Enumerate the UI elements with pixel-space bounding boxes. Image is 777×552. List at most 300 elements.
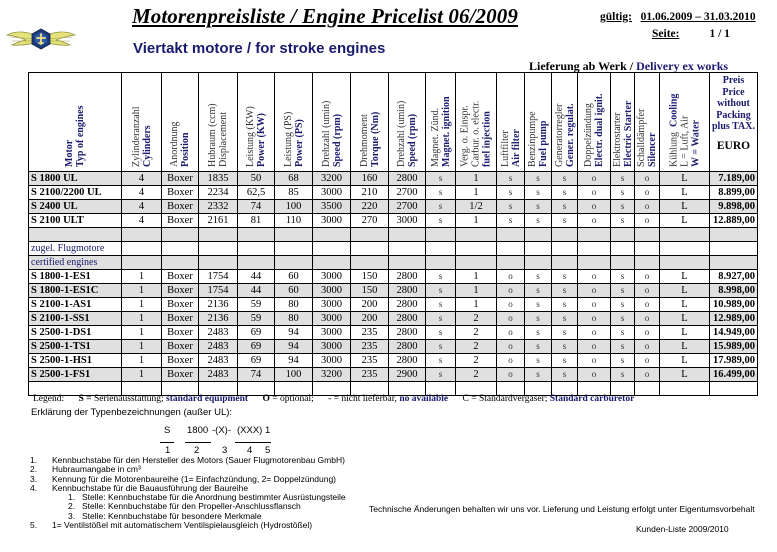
cell-price: 9.898,00	[710, 200, 758, 214]
cell-cool: L	[660, 312, 710, 326]
cell-ccm	[199, 228, 238, 242]
cell-empty	[497, 242, 525, 256]
cell-gen: s	[552, 354, 578, 368]
col-header-electric-starter: Elektrostarter Electric Starter	[611, 73, 635, 172]
cell-model: S 2100/2200 UL	[29, 186, 122, 200]
cell-ccm: 1835	[199, 172, 238, 186]
cell-nm: 150	[351, 284, 389, 298]
cell-sil	[635, 382, 660, 396]
cell-empty	[660, 256, 710, 270]
cell-ccm: 2161	[199, 214, 238, 228]
cell-gen: s	[552, 368, 578, 382]
cell-price	[710, 382, 758, 396]
cell-cyl: 1	[122, 340, 162, 354]
cell-empty	[710, 256, 758, 270]
cell-ps: 94	[275, 326, 313, 340]
technical-note: Technische Änderungen behalten wir uns vor. Lieferung und Leistung erfolgt unter Eigentumsvorbehalt	[369, 504, 755, 514]
cell-nm: 210	[351, 186, 389, 200]
cell-pos: Boxer	[162, 326, 199, 340]
table-row	[29, 186, 758, 200]
cell-empty	[660, 242, 710, 256]
cell-mag: s	[426, 214, 456, 228]
table-row	[29, 368, 758, 382]
cell-kw: 74	[238, 200, 275, 214]
list-item: 5. 1= Ventilstößel mit automatischem Ventilspielausgleich (Hydrostößel)	[30, 520, 313, 531]
col-header-speed-2: Drehzahl (umin) Speed (rpm)	[389, 73, 426, 172]
col-header-generator-regulator: Generatorregler Gener. regulat.	[552, 73, 578, 172]
col-header-magnet-ignition: Magnet. Zünd. Magnet. ignition	[426, 73, 456, 172]
cell-pump: s	[525, 340, 552, 354]
col-header-speed-1: Drehzahl (umin) Speed (rpm)	[313, 73, 351, 172]
cell-empty	[525, 256, 552, 270]
cell-nm: 220	[351, 200, 389, 214]
col-header-power-kw: Leistung (KW) Power (KW)	[238, 73, 275, 172]
legend: Legend: S = Serienausstattung; standard equipment O = optional; - = nicht lieferbar, no available C = Standardvergaser; Standard carburetor	[33, 394, 635, 404]
cell-dual	[578, 228, 611, 242]
cell-pos: Boxer	[162, 368, 199, 382]
cell-mag: s	[426, 312, 456, 326]
table-row	[29, 284, 758, 298]
cell-pos: Boxer	[162, 200, 199, 214]
cell-gen: s	[552, 186, 578, 200]
cell-air: s	[497, 214, 525, 228]
cell-start: s	[611, 284, 635, 298]
cell-empty	[552, 242, 578, 256]
cell-model: S 2100-1-AS1	[29, 298, 122, 312]
cell-model: S 2100 ULT	[29, 214, 122, 228]
cell-rpm2: 2800	[389, 354, 426, 368]
cell-rpm1: 3000	[313, 270, 351, 284]
cell-mag: s	[426, 172, 456, 186]
cell-cyl: 4	[122, 214, 162, 228]
cell-cool: L	[660, 340, 710, 354]
list-subitem: 1. Stelle: Kennbuchstabe für die Anordnung bestimmter Ausrüstungsteile	[68, 492, 346, 503]
cell-fuel: 1	[456, 298, 497, 312]
cell-gen: s	[552, 270, 578, 284]
cell-empty	[162, 242, 199, 256]
cell-ps: 60	[275, 270, 313, 284]
type-designation-list	[30, 456, 346, 530]
cell-pump	[525, 228, 552, 242]
cell-air	[497, 228, 525, 242]
cell-empty	[635, 256, 660, 270]
cell-gen: s	[552, 326, 578, 340]
cell-pos: Boxer	[162, 284, 199, 298]
cell-dual: o	[578, 312, 611, 326]
cell-model: S 2500-1-DS1	[29, 326, 122, 340]
cell-pump: s	[525, 298, 552, 312]
cell-kw: 59	[238, 298, 275, 312]
cell-cyl: 1	[122, 326, 162, 340]
cell-cool: L	[660, 270, 710, 284]
cell-fuel: 1	[456, 214, 497, 228]
cell-model	[29, 228, 122, 242]
cell-cool: L	[660, 214, 710, 228]
cell-start: s	[611, 186, 635, 200]
cell-ps: 60	[275, 284, 313, 298]
col-header-power-ps: Leistung (PS) Power (PS)	[275, 73, 313, 172]
list-item: 3. Kennung für die Motorenbaureihe (1= Einfachzündung, 2= Doppelzündung)	[30, 473, 337, 484]
cell-ps: 100	[275, 200, 313, 214]
cell-cyl: 4	[122, 200, 162, 214]
cell-sil: o	[635, 368, 660, 382]
cell-rpm1: 3000	[313, 298, 351, 312]
cell-empty	[497, 256, 525, 270]
cell-cyl: 1	[122, 270, 162, 284]
cell-pump: s	[525, 270, 552, 284]
cell-ccm: 2234	[199, 186, 238, 200]
cell-dual: o	[578, 186, 611, 200]
page-label: Seite:	[652, 28, 680, 40]
table-row	[29, 270, 758, 284]
cell-empty	[122, 242, 162, 256]
cell-sil: o	[635, 312, 660, 326]
cell-rpm1	[313, 228, 351, 242]
cell-empty	[426, 256, 456, 270]
list-item: 2. Hubraumangabe in cm³	[30, 464, 141, 475]
section-row	[29, 242, 758, 256]
cell-air: o	[497, 354, 525, 368]
page-title: Motorenpreisliste / Engine Pricelist 06/2009	[132, 4, 518, 28]
cell-gen: s	[552, 214, 578, 228]
cell-rpm2: 3000	[389, 214, 426, 228]
cell-cool	[660, 382, 710, 396]
cell-rpm2: 2800	[389, 340, 426, 354]
section-label: zugel. Flugmotore	[29, 242, 122, 256]
cell-pos: Boxer	[162, 214, 199, 228]
cell-gen: s	[552, 340, 578, 354]
cell-gen: s	[552, 172, 578, 186]
cell-empty	[456, 256, 497, 270]
cell-pump: s	[525, 368, 552, 382]
cell-nm: 160	[351, 172, 389, 186]
list-item: 1. Kennbuchstabe für den Hersteller des Motors (Sauer Flugmotorenbau GmbH)	[30, 455, 345, 465]
col-header-torque: Drehmoment Torque (Nm)	[351, 73, 389, 172]
cell-ps: 80	[275, 312, 313, 326]
cell-sil: o	[635, 172, 660, 186]
table-row	[29, 214, 758, 228]
cell-fuel: 2	[456, 312, 497, 326]
cell-start: s	[611, 326, 635, 340]
cell-air: o	[497, 340, 525, 354]
cell-cyl	[122, 228, 162, 242]
cell-mag: s	[426, 340, 456, 354]
cell-ccm: 2483	[199, 326, 238, 340]
cell-start: s	[611, 340, 635, 354]
cell-model: S 2500-1-FS1	[29, 368, 122, 382]
cell-gen: s	[552, 298, 578, 312]
list-subitem: 3. Stelle: Kennbuchstabe für besondere Merkmale	[68, 510, 262, 521]
cell-ps: 94	[275, 340, 313, 354]
table-header-row	[29, 73, 758, 172]
table-body	[29, 172, 758, 396]
cell-empty	[389, 242, 426, 256]
table-row	[29, 298, 758, 312]
cell-start: s	[611, 368, 635, 382]
cell-fuel: 1	[456, 270, 497, 284]
cell-fuel: 2	[456, 354, 497, 368]
cell-ps: 80	[275, 298, 313, 312]
cell-price	[710, 228, 758, 242]
cell-cool: L	[660, 326, 710, 340]
cell-empty	[635, 242, 660, 256]
table-row	[29, 200, 758, 214]
cell-price: 14.949,00	[710, 326, 758, 340]
cell-price: 10.989,00	[710, 298, 758, 312]
table-row	[29, 340, 758, 354]
section-label: certified engines	[29, 256, 122, 270]
cell-cool: L	[660, 172, 710, 186]
cell-ccm: 1754	[199, 270, 238, 284]
cell-nm	[351, 228, 389, 242]
cell-pump: s	[525, 284, 552, 298]
winged-propeller-logo-icon	[6, 26, 76, 52]
cell-rpm2	[389, 228, 426, 242]
cell-dual: o	[578, 200, 611, 214]
cell-fuel: 2	[456, 368, 497, 382]
cell-air: o	[497, 368, 525, 382]
cell-air: o	[497, 284, 525, 298]
cell-mag: s	[426, 186, 456, 200]
cell-mag: s	[426, 298, 456, 312]
cell-cool: L	[660, 368, 710, 382]
cell-fuel: 2	[456, 326, 497, 340]
cell-nm: 235	[351, 340, 389, 354]
cell-ccm: 2483	[199, 368, 238, 382]
cell-ccm: 2136	[199, 312, 238, 326]
cell-air: s	[497, 172, 525, 186]
cell-start: s	[611, 270, 635, 284]
cell-empty	[578, 256, 611, 270]
cell-price: 17.989,00	[710, 354, 758, 368]
cell-dual: o	[578, 172, 611, 186]
cell-rpm1: 3500	[313, 200, 351, 214]
cell-empty	[426, 242, 456, 256]
cell-start: s	[611, 214, 635, 228]
cell-pos	[162, 228, 199, 242]
cell-empty	[578, 242, 611, 256]
cell-empty	[275, 256, 313, 270]
cell-mag	[426, 228, 456, 242]
cell-pos: Boxer	[162, 172, 199, 186]
cell-empty	[552, 256, 578, 270]
cell-price: 16.499,00	[710, 368, 758, 382]
cell-price: 8.927,00	[710, 270, 758, 284]
list-item: 4. Kennbuchstabe für die Bauausführung der Baureihe	[30, 482, 249, 493]
cell-gen: s	[552, 200, 578, 214]
cell-empty	[313, 242, 351, 256]
cell-model: S 2100-1-SS1	[29, 312, 122, 326]
cell-kw: 69	[238, 354, 275, 368]
cell-mag: s	[426, 326, 456, 340]
cell-nm: 150	[351, 270, 389, 284]
cell-dual: o	[578, 326, 611, 340]
cell-price: 8.998,00	[710, 284, 758, 298]
validity-range: 01.06.2009 – 31.03.2010	[640, 11, 756, 23]
cell-nm: 235	[351, 326, 389, 340]
table-row	[29, 312, 758, 326]
list-subitem: 2. Stelle: Kennbuchstabe für den Propeller-Anschlussflansch	[68, 501, 301, 512]
cell-cyl: 1	[122, 284, 162, 298]
cell-rpm2: 2900	[389, 368, 426, 382]
cell-pump: s	[525, 200, 552, 214]
col-header-dual-ignition: Doppelzündung Electr. dual ignit.	[578, 73, 611, 172]
cell-rpm1: 3000	[313, 214, 351, 228]
cell-start: s	[611, 172, 635, 186]
cell-ccm: 2483	[199, 340, 238, 354]
table-row	[29, 172, 758, 186]
cell-model: S 2500-1-HS1	[29, 354, 122, 368]
cell-fuel: 1	[456, 172, 497, 186]
col-header-position: Anordnung Position	[162, 73, 199, 172]
cell-cool: L	[660, 354, 710, 368]
cell-gen: s	[552, 312, 578, 326]
cell-model: S 1800-1-ES1	[29, 270, 122, 284]
col-header-cylinders: Zylinderanzahl Cylinders	[122, 73, 162, 172]
cell-rpm2: 2800	[389, 298, 426, 312]
cell-empty	[122, 256, 162, 270]
cell-gen: s	[552, 284, 578, 298]
cell-cyl: 4	[122, 172, 162, 186]
cell-air: o	[497, 298, 525, 312]
cell-sil: o	[635, 200, 660, 214]
col-header-displacement: Hubraum (ccm) Displacement	[199, 73, 238, 172]
cell-pos: Boxer	[162, 186, 199, 200]
cell-mag: s	[426, 284, 456, 298]
cell-mag: s	[426, 270, 456, 284]
cell-rpm2: 2700	[389, 200, 426, 214]
cell-kw: 50	[238, 172, 275, 186]
cell-air: s	[497, 186, 525, 200]
cell-sil: o	[635, 326, 660, 340]
cell-pump: s	[525, 186, 552, 200]
cell-air: o	[497, 312, 525, 326]
cell-rpm1: 3200	[313, 172, 351, 186]
cell-ps: 100	[275, 368, 313, 382]
cell-start: s	[611, 354, 635, 368]
table-row	[29, 326, 758, 340]
cell-dual: o	[578, 298, 611, 312]
cell-sil: o	[635, 270, 660, 284]
cell-rpm1: 3000	[313, 354, 351, 368]
delivery-de: Lieferung ab Werk /	[529, 59, 637, 73]
cell-rpm2: 2800	[389, 312, 426, 326]
cell-nm: 200	[351, 312, 389, 326]
cell-cool	[660, 228, 710, 242]
section-row	[29, 256, 758, 270]
cell-rpm2: 2800	[389, 284, 426, 298]
cell-rpm2: 2800	[389, 172, 426, 186]
col-header-fuel-injection: Verg. o. Einspr. Carbur. o. electr. fuel injection	[456, 73, 497, 172]
cell-ccm: 2483	[199, 354, 238, 368]
cell-ps: 68	[275, 172, 313, 186]
cell-pump: s	[525, 214, 552, 228]
cell-kw: 81	[238, 214, 275, 228]
cell-empty	[525, 242, 552, 256]
cell-fuel: 1/2	[456, 200, 497, 214]
cell-kw: 69	[238, 326, 275, 340]
cell-sil: o	[635, 214, 660, 228]
cell-pump: s	[525, 172, 552, 186]
page-value: 1 / 1	[709, 28, 730, 40]
cell-kw: 74	[238, 368, 275, 382]
cell-start: s	[611, 312, 635, 326]
table-row	[29, 354, 758, 368]
cell-pos: Boxer	[162, 298, 199, 312]
cell-cyl: 1	[122, 354, 162, 368]
cell-rpm2: 2800	[389, 326, 426, 340]
cell-pos: Boxer	[162, 270, 199, 284]
cell-price: 7.189,00	[710, 172, 758, 186]
cell-rpm1: 3000	[313, 186, 351, 200]
cell-model: S 1800-1-ES1C	[29, 284, 122, 298]
cell-price: 15.989,00	[710, 340, 758, 354]
cell-empty	[199, 242, 238, 256]
cell-pump: s	[525, 354, 552, 368]
cell-rpm1: 3000	[313, 326, 351, 340]
cell-pump: s	[525, 326, 552, 340]
cell-sil: o	[635, 354, 660, 368]
cell-pump: s	[525, 312, 552, 326]
cell-start	[611, 228, 635, 242]
cell-nm: 270	[351, 214, 389, 228]
cell-price: 12.889,00	[710, 214, 758, 228]
col-header-silencer: Schalldämpfer Silencer	[635, 73, 660, 172]
cell-ps	[275, 228, 313, 242]
cell-sil	[635, 228, 660, 242]
cell-rpm1: 3000	[313, 340, 351, 354]
cell-dual: o	[578, 270, 611, 284]
cell-ccm: 2136	[199, 298, 238, 312]
cell-empty	[238, 242, 275, 256]
cell-empty	[351, 256, 389, 270]
cell-price: 8.899,00	[710, 186, 758, 200]
cell-empty	[611, 242, 635, 256]
cell-empty	[199, 256, 238, 270]
engine-price-table	[28, 72, 758, 396]
cell-mag: s	[426, 354, 456, 368]
cell-kw: 59	[238, 312, 275, 326]
cell-dual: o	[578, 214, 611, 228]
col-header-price: Preis Price without Packing plus TAX. EURO	[710, 73, 758, 172]
cell-ps: 85	[275, 186, 313, 200]
cell-ccm: 1754	[199, 284, 238, 298]
cell-rpm1: 3000	[313, 312, 351, 326]
cell-nm: 235	[351, 354, 389, 368]
cell-fuel: 1	[456, 186, 497, 200]
cell-kw: 69	[238, 340, 275, 354]
cell-kw	[238, 228, 275, 242]
cell-start: s	[611, 200, 635, 214]
cell-mag: s	[426, 368, 456, 382]
cell-fuel	[456, 228, 497, 242]
cell-empty	[275, 242, 313, 256]
cell-empty	[162, 256, 199, 270]
cell-rpm2: 2800	[389, 270, 426, 284]
cell-rpm1: 3000	[313, 284, 351, 298]
list-name: Kunden-Liste 2009/2010	[636, 524, 729, 534]
cell-dual: o	[578, 340, 611, 354]
page-subtitle: Viertakt motore / for stroke engines	[133, 40, 386, 57]
cell-nm: 200	[351, 298, 389, 312]
cell-fuel: 1	[456, 284, 497, 298]
cell-nm: 235	[351, 368, 389, 382]
cell-rpm2: 2700	[389, 186, 426, 200]
cell-cool: L	[660, 284, 710, 298]
cell-ccm: 2332	[199, 200, 238, 214]
cell-air: o	[497, 326, 525, 340]
cell-empty	[710, 242, 758, 256]
